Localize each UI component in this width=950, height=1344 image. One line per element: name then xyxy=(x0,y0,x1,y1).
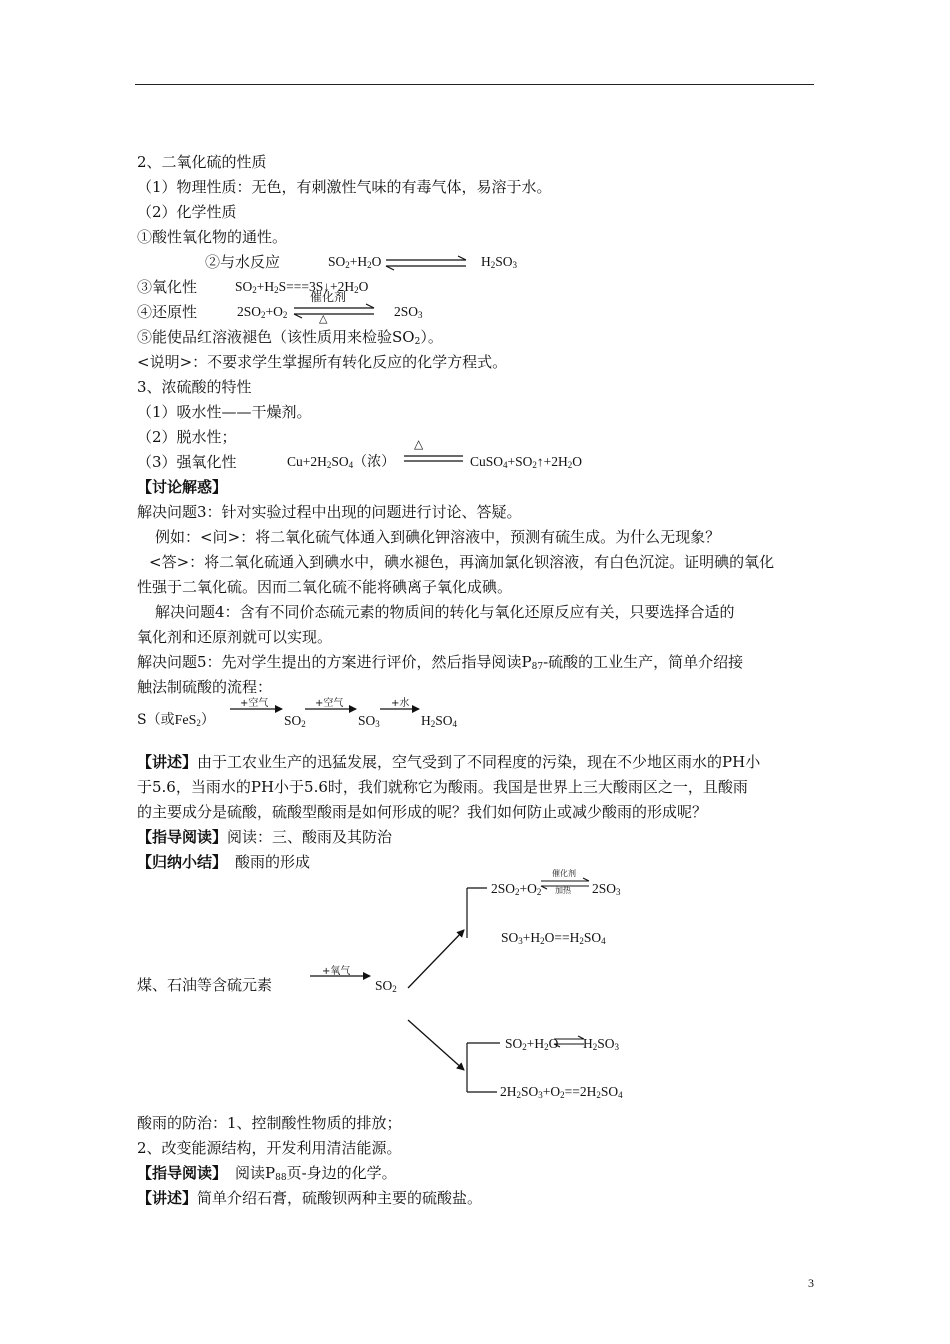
flow-h2so4: $H_2SO_4$ xyxy=(421,713,458,729)
heat-symbol-2: △ xyxy=(414,437,424,451)
guide-2-heading: 【指导阅读】 xyxy=(137,1164,228,1182)
diagram-upper-eq1-left: $2SO_2+O_2$ xyxy=(491,881,542,897)
reducing-right: $2SO_3$ xyxy=(394,304,423,320)
flow-so3: $SO_3$ xyxy=(358,713,380,729)
reducing-arrow xyxy=(294,304,374,318)
lecture-1-text-1: 由于工农业生产的迅猛发展，空气受到了不同程度的污染，现在不少地区雨水的PH小 xyxy=(197,753,761,771)
water-absorption: （1）吸水性——干燥剂。 xyxy=(137,403,312,421)
flow-arrow-1-label: +空气 xyxy=(240,698,269,709)
diagram-lower-eq1-left: $SO_2+H_2O$ xyxy=(505,1036,559,1052)
copper-reaction-right: $CuSO_4+SO_2↑+2H_2O$ xyxy=(470,454,583,470)
discuss-heading: 【讨论解惑】 xyxy=(137,478,228,496)
section-2-title: 2、二氧化硫的性质 xyxy=(137,153,267,171)
bleaching-line: ⑤能使品红溶液褪色（该性质用来检验$SO_2$）。 xyxy=(137,328,443,347)
diagram-lower-eq-arrow xyxy=(554,1036,584,1047)
guide-1-text: 阅读：三、酸雨及其防治 xyxy=(227,828,393,846)
diagram-up-arrow xyxy=(408,930,464,988)
section-3-title: 3、浓硫酸的特性 xyxy=(137,378,252,396)
prevention-line-2: 2、改变能源结构，开发利用清洁能源。 xyxy=(137,1139,402,1157)
heat-symbol: △ xyxy=(319,312,328,325)
diagram-upper-eq1-right: $2SO_3$ xyxy=(592,881,621,897)
diagram-upper-eq-arrow xyxy=(541,878,589,889)
summary-heading: 【归纳小结】 xyxy=(137,853,228,871)
water-reaction-right: $H_2SO_3$ xyxy=(481,254,518,270)
question-1: 例如：<问>：将二氧化硫气体通入到碘化钾溶液中，预测有硫生成。为什么无现象？ xyxy=(155,528,721,546)
water-reaction-arrow xyxy=(386,256,466,270)
diagram-lower-bracket xyxy=(467,1043,500,1092)
water-reaction-left: $SO_2+H_2O$ xyxy=(328,254,382,270)
prevention-line-1: 酸雨的防治：1、控制酸性物质的排放； xyxy=(137,1114,402,1132)
diagram-upper-eq2: $SO_3+H_2O==H_2SO_4$ xyxy=(501,930,606,946)
diagram-oxygen-label: +氧气 xyxy=(322,966,351,977)
lecture-2-heading: 【讲述】 xyxy=(137,1189,198,1207)
diagram-lower-eq2: $2H_2SO_3+O_2==2H_2SO_4$ xyxy=(500,1084,623,1100)
oxidizing-label: ③氧化性 xyxy=(137,278,198,296)
oxidizing-equation: $SO_2+H_2S===3S↓+2H_2O$ xyxy=(235,279,369,295)
diagram-so2: $SO_2$ xyxy=(375,978,397,994)
problem-5-line-1: 解决问题5：先对学生提出的方案进行评价，然后指导阅读$P_{87}-$硫酸的工业生产，简单介绍接 xyxy=(137,653,744,672)
note-line: <说明>：不要求学生掌握所有转化反应的化学方程式。 xyxy=(137,353,508,371)
flow-start: S（或FeS$_2$） xyxy=(137,712,215,728)
problem-4-line-2: 氧化剂和还原剂就可以实现。 xyxy=(137,628,333,646)
guide-1-heading: 【指导阅读】 xyxy=(137,828,228,846)
water-reaction-label: ②与水反应 xyxy=(205,253,281,271)
summary-text: 酸雨的形成 xyxy=(235,853,311,871)
flow-so2: $SO_2$ xyxy=(284,713,306,729)
diagram-down-arrow xyxy=(408,1020,464,1070)
diagram-lower-eq1-right: $H_2SO_3$ xyxy=(583,1036,620,1052)
copper-reaction-left: $Cu+2H_2SO_4$（浓） xyxy=(287,454,396,470)
chemical-properties-heading: （2）化学性质 xyxy=(137,203,237,221)
copper-reaction-arrow xyxy=(404,456,463,461)
answer-line-1: <答>：将二氧化硫通入到碘水中，碘水褪色，再滴加氯化钡溶液，有白色沉淀。证明碘的氧化 xyxy=(149,553,775,571)
acidic-oxide-line: ①酸性氧化物的通性。 xyxy=(137,228,288,246)
problem-4-line-1: 解决问题4：含有不同价态硫元素的物质间的转化与氧化还原反应有关，只要选择合适的 xyxy=(155,603,735,621)
strong-oxidizing-label: （3）强氧化性 xyxy=(137,453,237,471)
diagram-upper-bracket xyxy=(467,888,487,938)
diagram-heat-label: 加热 xyxy=(555,886,571,895)
flow-arrow-3-label: +水 xyxy=(391,698,410,709)
diagram-source: 煤、石油等含硫元素 xyxy=(137,976,273,994)
reducing-label: ④还原性 xyxy=(137,303,198,321)
lecture-1-line-3: 的主要成分是硫酸，硫酸型酸雨是如何形成的呢？我们如何防止或减少酸雨的形成呢？ xyxy=(137,803,708,821)
problem-3: 解决问题3：针对实验过程中出现的问题进行讨论、答疑。 xyxy=(137,503,522,521)
catalyst-label: 催化剂 xyxy=(310,290,347,304)
problem-5-line-2: 触法制硫酸的流程： xyxy=(137,678,273,696)
answer-line-2: 性强于二氧化硫。因而二氧化硫不能将碘离子氧化成碘。 xyxy=(137,578,513,596)
lecture-2-text: 简单介绍石膏，硫酸钡两种主要的硫酸盐。 xyxy=(197,1189,483,1207)
physical-properties: （1）物理性质：无色，有刺激性气味的有毒气体，易溶于水。 xyxy=(137,178,552,196)
diagram-catalyst-label: 催化剂 xyxy=(552,869,576,878)
lecture-1-line-2: 于5.6，当雨水的PH小于5.6时，我们就称它为酸雨。我国是世界上三大酸雨区之一，且酸雨 xyxy=(137,778,748,796)
reducing-left: $2SO_2+O_2$ xyxy=(237,304,288,320)
page-number: 3 xyxy=(808,1276,814,1290)
dehydration: （2）脱水性； xyxy=(137,428,237,446)
flow-arrow-2-label: +空气 xyxy=(315,698,344,709)
guide-2-text: 阅读$P_{88}$页-身边的化学。 xyxy=(235,1164,397,1183)
lecture-1-heading: 【讲述】 xyxy=(137,753,198,771)
